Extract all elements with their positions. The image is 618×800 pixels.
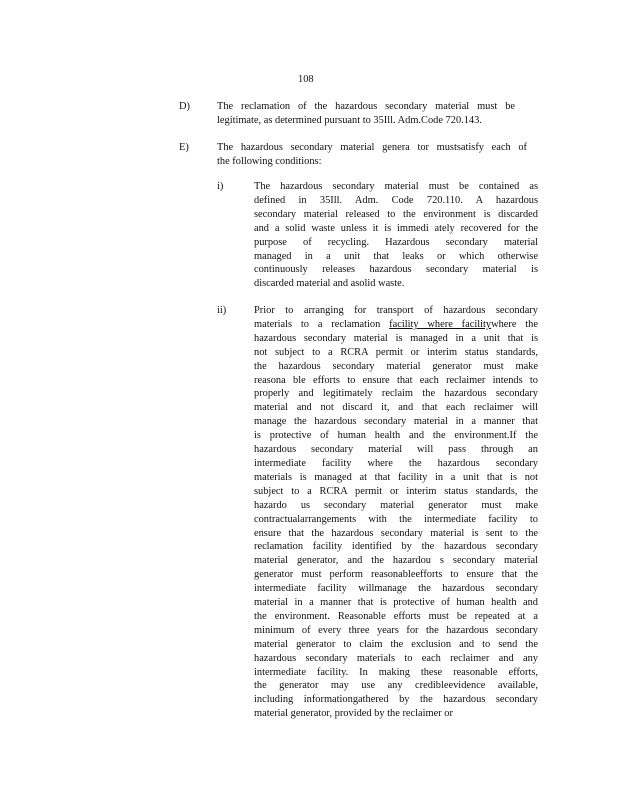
- text-line: intermediate facility where the hazardous secondary: [254, 457, 538, 469]
- page-number: 108: [298, 74, 314, 85]
- text-line: material and not discard it, and that each reclaimer will: [254, 402, 538, 414]
- text-line: contractualarrangements with the intermediate facility to: [254, 513, 538, 525]
- subitem-ii-text: [254, 304, 538, 721]
- item-e-label: E): [179, 142, 189, 153]
- text-line: and a solid waste unless it is immedi ately recovered for the: [254, 222, 538, 234]
- subitem-i-label: i): [217, 181, 224, 192]
- item-d-text: [217, 100, 515, 128]
- text-line: material in a manner that is protective of human health and: [254, 597, 538, 609]
- text-line: hazardous secondary materials to each reclaimer and any: [254, 652, 538, 664]
- text-line: hazardous secondary material is managed in a unit that is: [254, 332, 538, 344]
- text-line: the hazardous secondary material generator must make: [254, 360, 538, 372]
- text-line: defined in 35Ill. Adm. Code 720.110. A hazardous: [254, 194, 538, 206]
- text-line: materials is managed at that facility in a unit that is not: [254, 471, 538, 483]
- text-line: generator must perform reasonableefforts to ensure that the: [254, 569, 538, 581]
- text-line: hazardous secondary material will pass through an: [254, 444, 538, 456]
- text-line: Prior to arranging for transport of hazardous secondary: [254, 305, 538, 316]
- text-line: intermediate facility. In making these reasonable efforts,: [254, 666, 538, 678]
- text-line: hazardo us secondary material generator must make: [254, 499, 538, 511]
- text-line: [254, 318, 538, 332]
- text-line: continuously releases hazardous secondary material is: [254, 264, 538, 276]
- text-line: legitimate, as determined pursuant to 35Ill. Adm.Code 720.143.: [217, 114, 482, 126]
- text-line: not subject to a RCRA permit or interim status standards,: [254, 346, 538, 358]
- subitem-i-text: [254, 180, 538, 291]
- text-line: material generator, and the hazardou s secondary material: [254, 555, 538, 567]
- text-line: ensure that the hazardous secondary material is sent to the: [254, 527, 538, 539]
- text-line: discarded material and asolid waste.: [254, 278, 405, 290]
- text-line: subject to a RCRA permit or interim status standards, the: [254, 485, 538, 497]
- text-line: the following conditions:: [217, 155, 322, 167]
- text-line: the environment. Reasonable efforts must be repeated at a: [254, 610, 538, 622]
- text-line: is protective of human health and the environment.If the: [254, 430, 538, 442]
- text-line: reclamation facility identified by the hazardous secondary: [254, 541, 538, 553]
- text-line: The hazardous secondary material genera tor mustsatisfy each of: [217, 142, 527, 153]
- text-fragment: materials to a reclamation: [254, 318, 390, 330]
- text-line: material generator, provided by the reclaimer or: [254, 708, 453, 720]
- subitem-ii-label: ii): [217, 305, 227, 316]
- text-fragment: where the: [491, 318, 538, 330]
- text-line: purpose of recycling. Hazardous secondary material: [254, 236, 538, 248]
- text-line: the generator may use any credibleevidence available,: [254, 680, 538, 692]
- text-line: intermediate facility willmanage the hazardous secondary: [254, 583, 538, 595]
- text-line: The reclamation of the hazardous secondary material must be: [217, 101, 515, 112]
- underlined-text: facility where facility: [389, 318, 492, 330]
- text-line: reasona ble efforts to ensure that each reclaimer intends to: [254, 374, 538, 386]
- text-line: The hazardous secondary material must be contained as: [254, 181, 538, 192]
- item-d-label: D): [179, 101, 190, 112]
- item-e-text: [217, 141, 527, 169]
- text-line: manage the hazardous secondary material in a manner that: [254, 416, 538, 428]
- text-line: material generator to claim the exclusion and to send the: [254, 638, 538, 650]
- text-line: properly and legitimately reclaim the hazardous secondary: [254, 388, 538, 400]
- text-line: managed in a unit that leaks or which otherwise: [254, 250, 538, 262]
- text-line: secondary material released to the environment is discarded: [254, 208, 538, 220]
- text-line: including informationgathered by the hazardous secondary: [254, 694, 538, 706]
- text-line: minimum of every three years for the hazardous secondary: [254, 624, 538, 636]
